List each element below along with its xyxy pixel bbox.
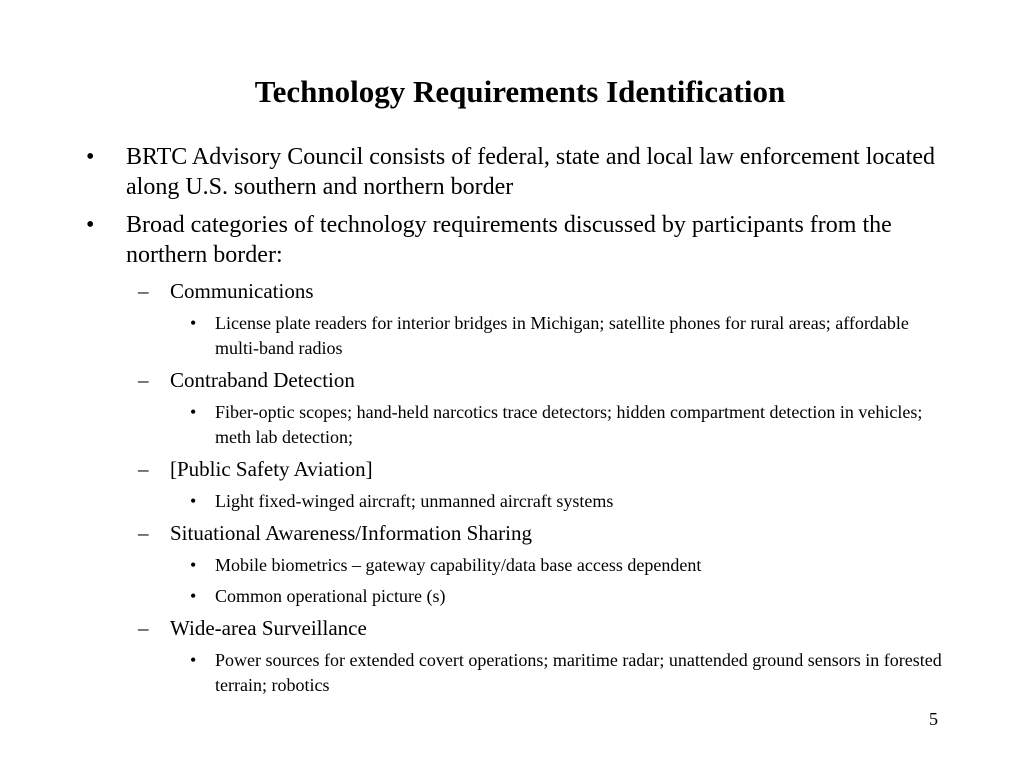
- slide-title: Technology Requirements Identification: [254, 74, 786, 109]
- bullet-advisory-council: [86, 142, 946, 202]
- dash-mark: –: [138, 616, 149, 640]
- bullet-mark: •: [86, 144, 95, 170]
- item-text: Common operational picture (s): [215, 586, 446, 606]
- list-item: [86, 584, 946, 609]
- bullet-mark: •: [190, 313, 197, 333]
- bullet-mark: •: [190, 491, 197, 511]
- dash-mark: –: [138, 279, 149, 303]
- dash-mark: –: [138, 521, 149, 545]
- list-item: [86, 553, 946, 578]
- item-list: [170, 553, 946, 609]
- category-situational-awareness: [86, 520, 946, 609]
- category-label: Communications: [170, 279, 314, 303]
- list-item: [86, 400, 946, 450]
- category-list: [126, 278, 946, 698]
- list-item: [86, 648, 946, 698]
- category-label: Contraband Detection: [170, 368, 355, 392]
- category-label: Situational Awareness/Information Sharing: [170, 521, 533, 545]
- bullet-mark: •: [86, 212, 95, 238]
- item-text: License plate readers for interior bridges in Michigan; satellite phones for rural areas; affordable multi-band radios: [215, 313, 909, 358]
- bullet-mark: •: [190, 586, 197, 606]
- item-text: Light fixed-winged aircraft; unmanned aircraft systems: [215, 491, 614, 511]
- item-text: Mobile biometrics – gateway capability/data base access dependent: [215, 555, 702, 575]
- category-label: Wide-area Surveillance: [170, 616, 367, 640]
- bullet-text: Broad categories of technology requirements discussed by participants from the northern border:: [126, 212, 892, 268]
- category-public-safety-aviation: [86, 456, 946, 514]
- category-communications: [86, 278, 946, 361]
- bullet-mark: •: [190, 555, 197, 575]
- dash-mark: –: [138, 368, 149, 392]
- slide-content: [86, 142, 946, 706]
- item-list: [170, 400, 946, 450]
- page-number: 5: [929, 709, 938, 729]
- bullet-mark: •: [190, 402, 197, 422]
- list-item: [86, 489, 946, 514]
- bullet-list: [86, 142, 946, 698]
- category-contraband-detection: [86, 367, 946, 450]
- item-list: [170, 311, 946, 361]
- bullet-text: BRTC Advisory Council consists of federal, state and local law enforcement located along U.S. southern and northern border: [126, 144, 936, 200]
- bullet-broad-categories: [86, 210, 946, 698]
- category-wide-area-surveillance: [86, 615, 946, 698]
- category-label: [Public Safety Aviation]: [170, 457, 373, 481]
- item-text: Power sources for extended covert operations; maritime radar; unattended ground sensors in forested terrain; robotics: [215, 650, 942, 695]
- item-list: [170, 489, 946, 514]
- dash-mark: –: [138, 457, 149, 481]
- item-text: Fiber-optic scopes; hand-held narcotics trace detectors; hidden compartment detection in vehicles; meth lab detection;: [215, 402, 923, 447]
- bullet-mark: •: [190, 650, 197, 670]
- item-list: [170, 648, 946, 698]
- list-item: [86, 311, 946, 361]
